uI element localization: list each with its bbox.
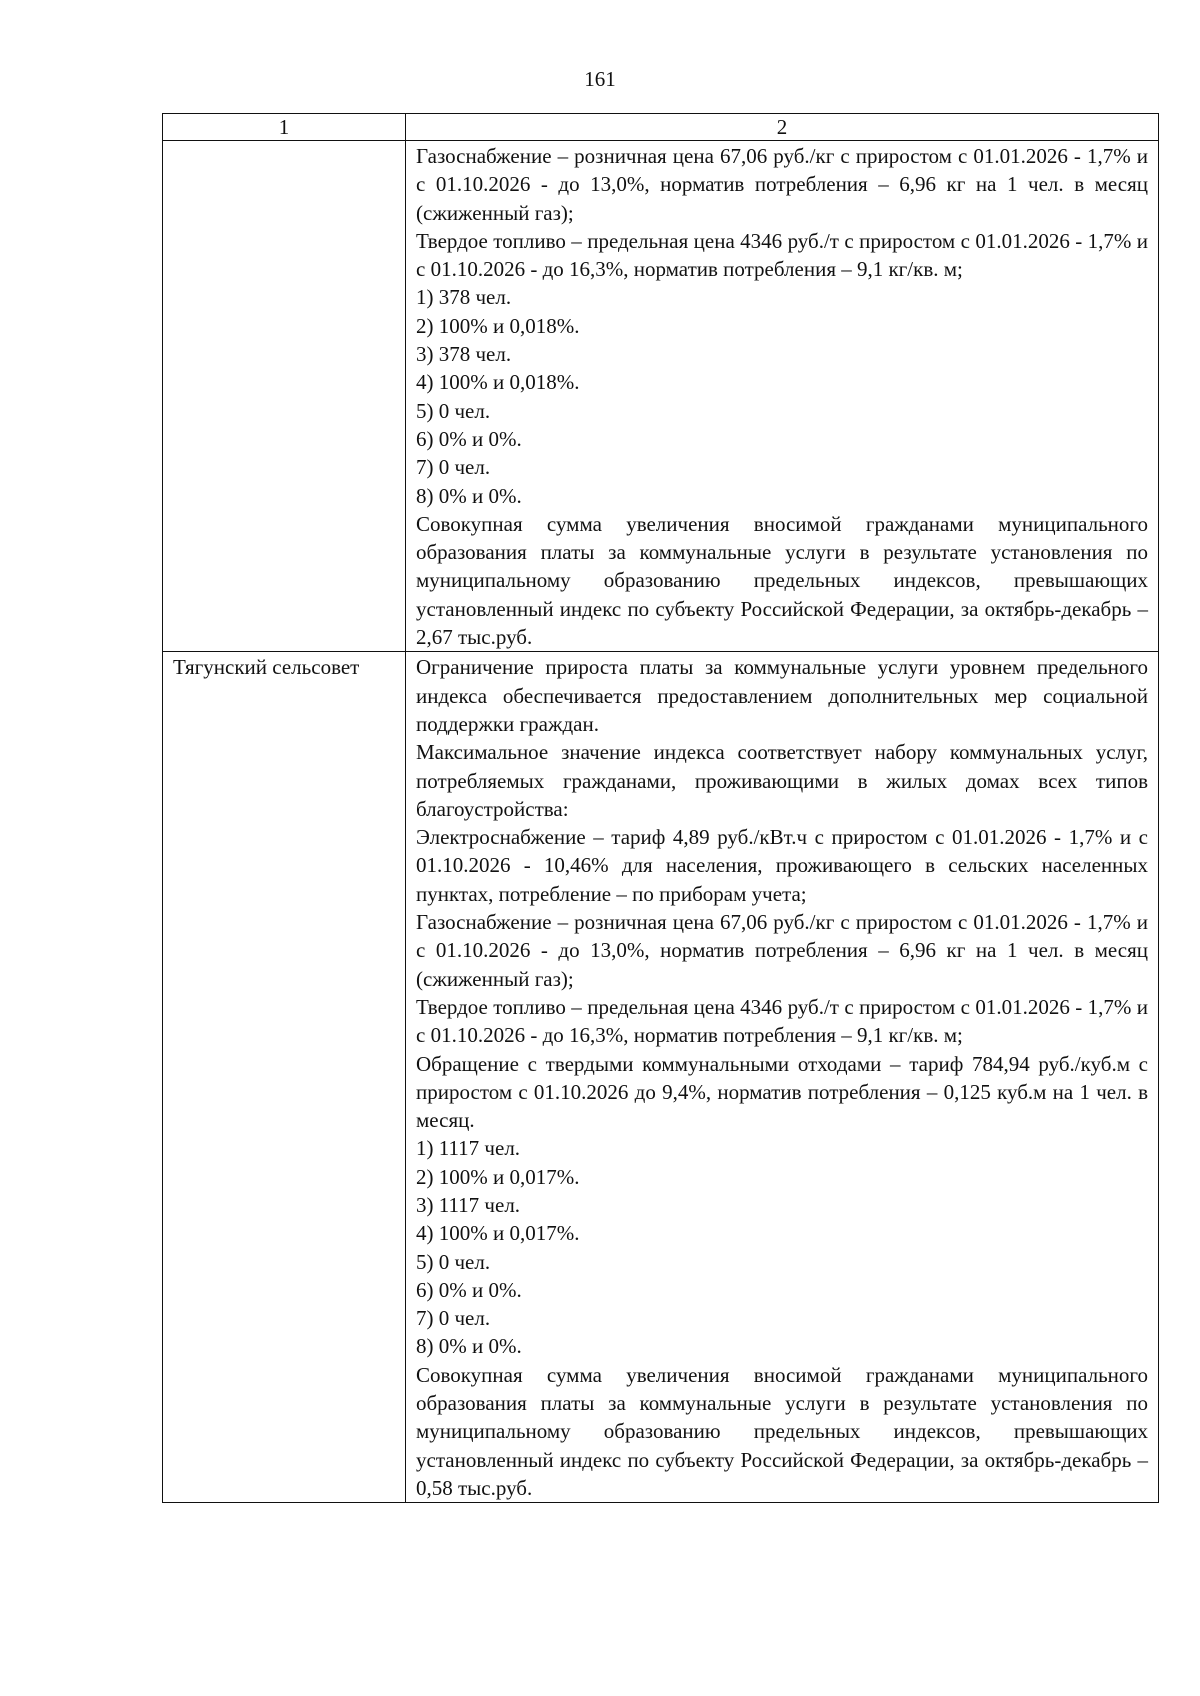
municipality-cell — [163, 652, 406, 1503]
list-item: 1) 1117 чел. — [416, 1136, 521, 1161]
description-cell — [406, 652, 1159, 1503]
list-item: 7) 0 чел. — [416, 1306, 491, 1331]
list-item: 6) 0% и 0%. — [416, 426, 522, 451]
paragraph-solid-fuel: Твердое топливо – предельная цена 4346 руб./т с приростом с 01.01.2026 - 1,7% и с 01.10.2026 - до 16,3%, норматив потребления – 9,1 кг/кв. м; — [416, 994, 1148, 1048]
paragraph-total-sum: Совокупная сумма увеличения вносимой гражданами муниципального образования платы за коммунальные услуги в результате установления по муниципальному образованию предельных индексов, превышающих установленный индекс по субъекту Российской Федерации, за октябрь-декабрь – 2,67 тыс.руб. — [416, 511, 1148, 650]
list-item: 4) 100% и 0,017%. — [416, 1221, 580, 1246]
page-number: 161 — [584, 67, 616, 91]
list-item: 2) 100% и 0,018%. — [416, 313, 580, 338]
list-item: 5) 0 чел. — [416, 1249, 491, 1274]
list-item: 2) 100% и 0,017%. — [416, 1164, 580, 1189]
paragraph-limitation: Ограничение прироста платы за коммунальные услуги уровнем предельного индекса обеспечивается предоставлением дополнительных мер социальной поддержки граждан. — [416, 655, 1148, 736]
column-header-1: 1 — [163, 114, 406, 141]
municipality-name — [163, 141, 405, 142]
list-item: 3) 1117 чел. — [416, 1192, 521, 1217]
list-item: 8) 0% и 0%. — [416, 1334, 522, 1359]
description-text — [406, 141, 1158, 651]
municipality-cell — [163, 141, 406, 652]
list-item: 7) 0 чел. — [416, 455, 491, 480]
municipality-name: Тягунский сельсовет — [173, 655, 360, 680]
table-header-row — [163, 114, 1159, 141]
paragraph-waste: Обращение с твердыми коммунальными отходами – тариф 784,94 руб./куб.м с приростом с 01.10.2026 до 9,4%, норматив потребления – 0,125 куб.м на 1 чел. в месяц. — [416, 1051, 1148, 1133]
paragraph-gas-supply: Газоснабжение – розничная цена 67,06 руб./кг с приростом с 01.01.2026 - 1,7% и с 01.10.2026 - до 13,0%, норматив потребления – 6,96 кг на 1 чел. в месяц (сжиженный газ); — [416, 144, 1148, 225]
list-item: 8) 0% и 0%. — [416, 483, 522, 508]
data-table — [162, 113, 1159, 1503]
table-row — [163, 141, 1159, 652]
paragraph-gas-supply: Газоснабжение – розничная цена 67,06 руб./кг с приростом с 01.01.2026 - 1,7% и с 01.10.2026 - до 13,0%, норматив потребления – 6,96 кг на 1 чел. в месяц (сжиженный газ); — [416, 910, 1148, 991]
paragraph-total-sum: Совокупная сумма увеличения вносимой гражданами муниципального образования платы за коммунальные услуги в результате установления по муниципальному образованию предельных индексов, превышающих установленный индекс по субъекту Российской Федерации, за октябрь-декабрь – 0,58 тыс.руб. — [416, 1362, 1148, 1500]
paragraph-solid-fuel: Твердое топливо – предельная цена 4346 руб./т с приростом с 01.01.2026 - 1,7% и с 01.10.2026 - до 16,3%, норматив потребления – 9,1 кг/кв. м; — [416, 228, 1148, 282]
paragraph-electricity: Электроснабжение – тариф 4,89 руб./кВт.ч с приростом с 01.01.2026 - 1,7% и с 01.10.2026 - 10,46% для населения, проживающего в сельских населенных пунктах, потребление – по приборам учета; — [416, 825, 1148, 906]
column-header-2: 2 — [406, 114, 1159, 141]
list-item: 6) 0% и 0%. — [416, 1277, 522, 1302]
description-text — [406, 652, 1158, 1502]
list-item: 4) 100% и 0,018%. — [416, 370, 580, 395]
list-item: 1) 378 чел. — [416, 285, 512, 310]
table-row — [163, 652, 1159, 1503]
description-cell — [406, 141, 1159, 652]
list-item: 3) 378 чел. — [416, 342, 512, 367]
list-item: 5) 0 чел. — [416, 398, 491, 423]
paragraph-max-index: Максимальное значение индекса соответствует набору коммунальных услуг, потребляемых гражданами, проживающими в жилых домах всех типов благоустройства: — [416, 740, 1148, 821]
